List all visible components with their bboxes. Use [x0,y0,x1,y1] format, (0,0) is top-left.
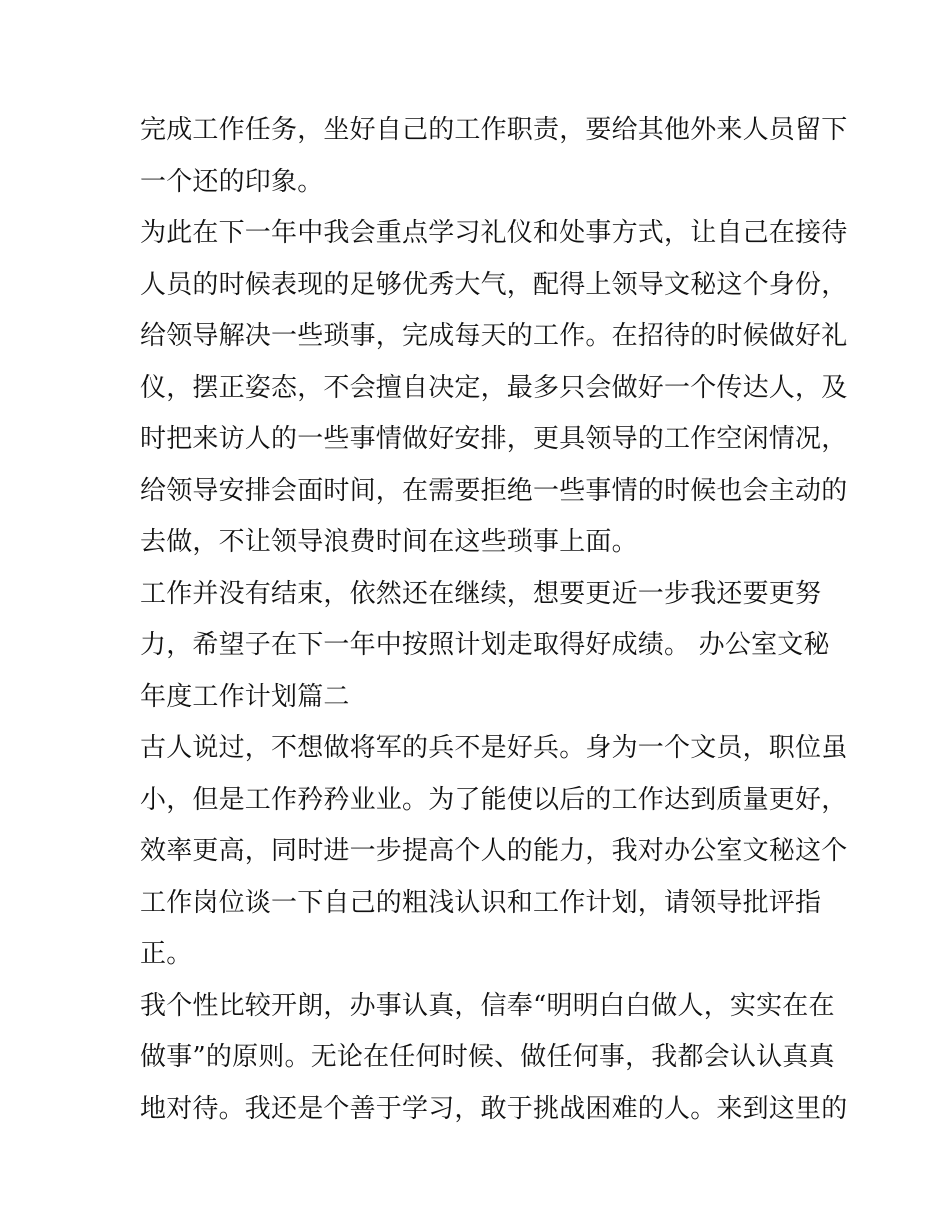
text-line: 力，希望子在下一年中按照计划走取得好成绩。 办公室文秘 [140,630,830,660]
text-line: 工作岗位谈一下自己的粗浅认识和工作计划，请领导批评指 [140,887,822,918]
text-line: 人员的时候表现的足够优秀大气，配得上领导文秘这个身份， [140,269,848,300]
text-line: 为此在下一年中我会重点学习礼仪和处事方式，让自己在接待 [140,218,848,248]
document-body [140,105,848,1135]
text-line: 正。 [140,939,193,969]
section-heading-line: 年度工作计划篇二 [140,681,350,712]
text-line: 给领导解决一些琐事，完成每天的工作。在招待的时候做好礼 [140,321,848,351]
text-line: 时把来访人的一些事情做好安排，更具领导的工作空闲情况， [140,424,848,454]
text-line: 做事”的原则。无论在任何时候、做任何事，我都会认认真真 [140,1042,835,1072]
text-line: 小，但是工作矜矜业业。为了能使以后的工作达到质量更好， [140,784,848,815]
text-line: 去做，不让领导浪费时间在这些琐事上面。 [140,527,638,557]
text-line: 仪，摆正姿态，不会擅自决定，最多只会做好一个传达人，及 [140,372,848,403]
text-line: 一个还的印象。 [140,166,324,197]
text-line: 地对待。我还是个善于学习，敢于挑战困难的人。来到这里的 [140,1093,848,1124]
text-line: 给领导安排会面时间，在需要拒绝一些事情的时候也会主动的 [140,475,848,506]
text-line: 工作并没有结束，依然还在继续，想要更近一步我还要更努 [140,578,822,609]
text-line: 古人说过，不想做将军的兵不是好兵。身为一个文员，职位虽 [140,733,848,763]
text-line: 效率更高，同时进一步提高个人的能力，我对办公室文秘这个 [140,836,848,866]
text-line: 完成工作任务，坐好自己的工作职责，要给其他外来人员留下 [140,115,848,145]
text-line: 我个性比较开朗，办事认真，信奉“明明白白做人，实实在在 [140,990,835,1021]
